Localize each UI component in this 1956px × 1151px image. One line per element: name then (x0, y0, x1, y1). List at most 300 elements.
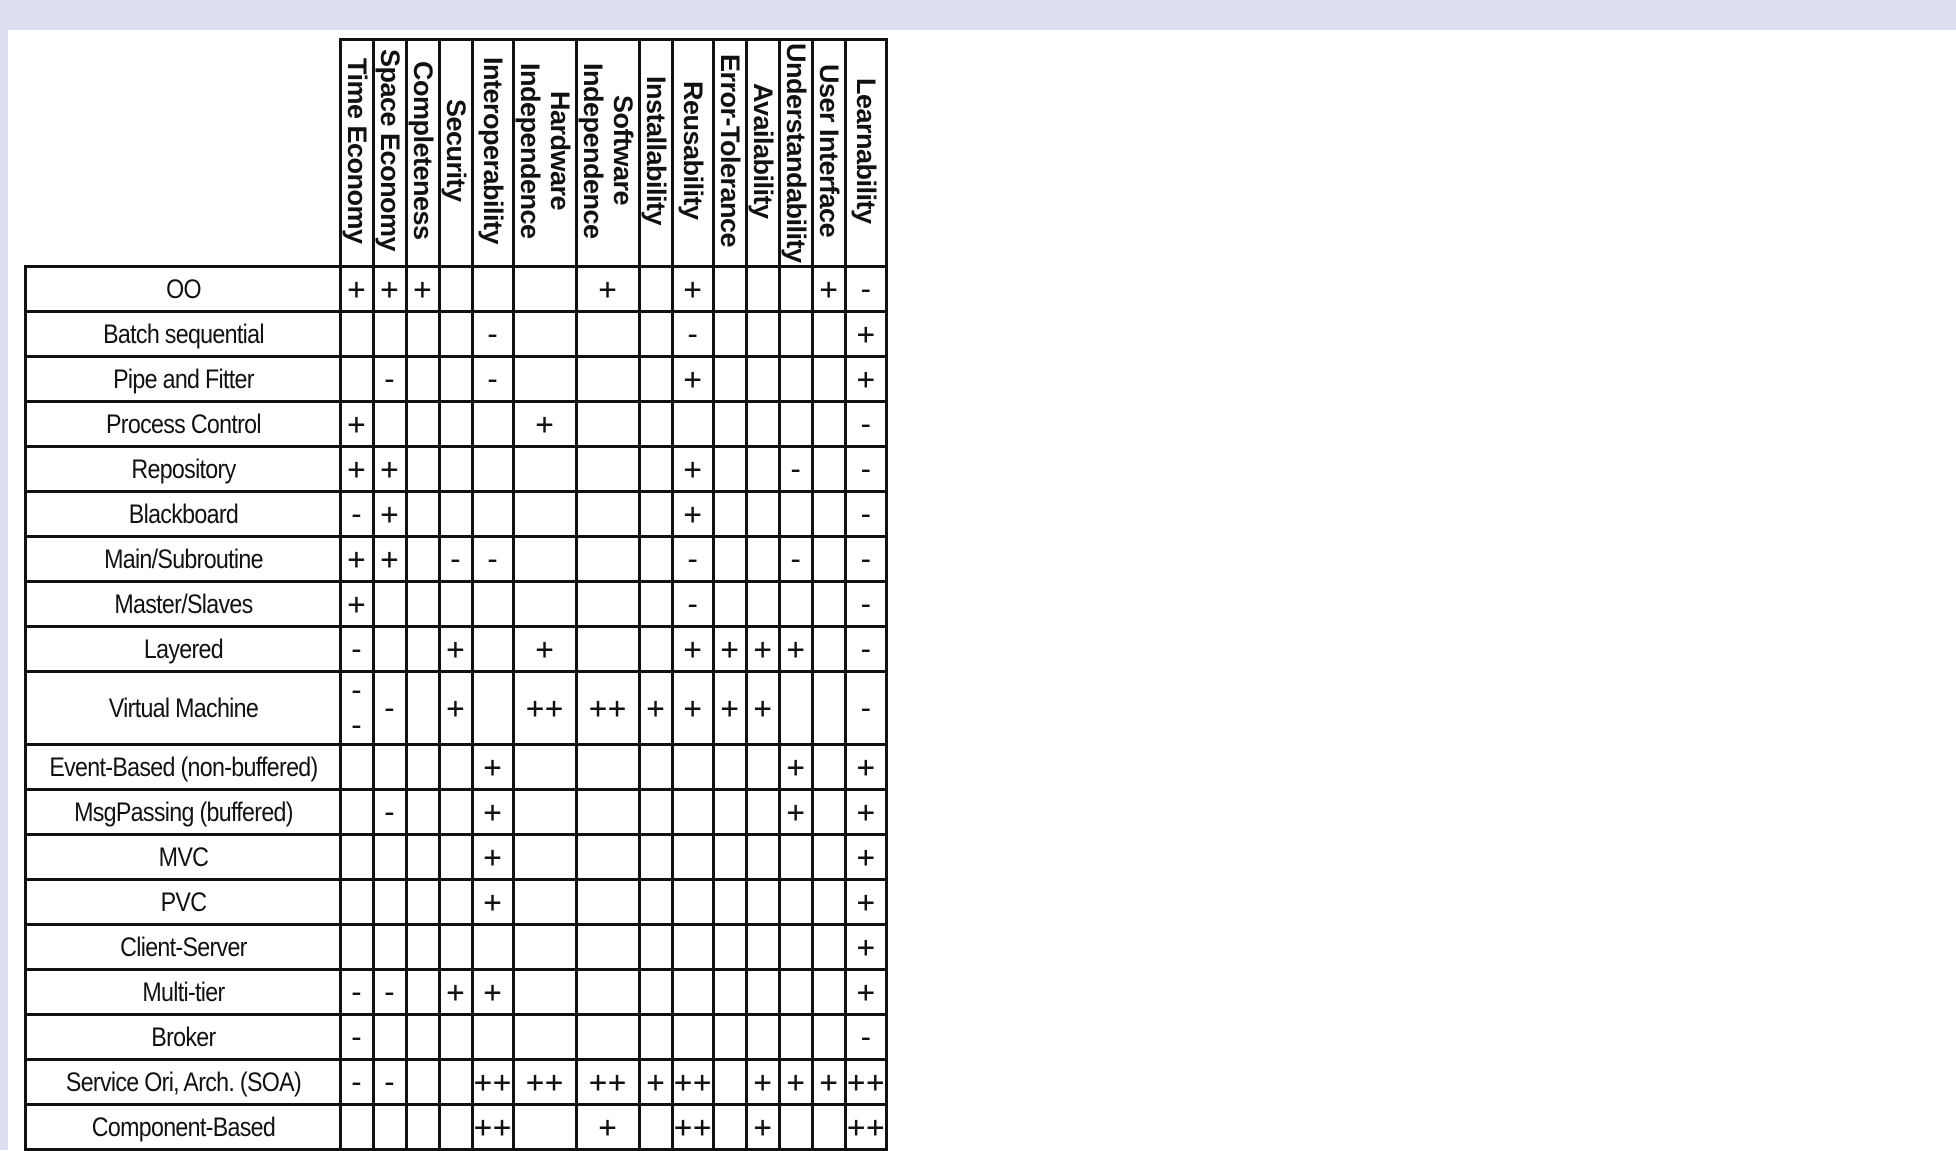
rating-cell (640, 267, 673, 312)
column-header (472, 40, 513, 267)
rating-cell (406, 357, 439, 402)
rating-cell (340, 925, 373, 970)
rating-cell (472, 1015, 513, 1060)
column-header-label: Learnability (851, 77, 882, 224)
table-row (26, 672, 887, 745)
rating-cell (577, 835, 640, 880)
rating-cell: + (846, 880, 887, 925)
rating-cell (406, 402, 439, 447)
rating-cell (472, 492, 513, 537)
rating-cell (780, 925, 813, 970)
rating-cell (714, 582, 747, 627)
rating-cell: - (340, 1060, 373, 1105)
rating-cell: + (673, 672, 714, 745)
rating-cell (747, 790, 780, 835)
rating-cell (439, 880, 472, 925)
rating-cell (472, 582, 513, 627)
rating-cell (714, 925, 747, 970)
table-row (26, 835, 887, 880)
rating-cell: - (373, 1060, 406, 1105)
rating-cell (714, 402, 747, 447)
rating-cell (813, 402, 846, 447)
rating-cell: + (373, 537, 406, 582)
rating-cell (406, 447, 439, 492)
rating-cell (780, 1105, 813, 1150)
rating-cell (406, 537, 439, 582)
rating-cell: ++ (577, 1060, 640, 1105)
rating-cell (439, 402, 472, 447)
rating-cell (673, 835, 714, 880)
table-row (26, 582, 887, 627)
rating-cell: - (340, 492, 373, 537)
column-header-label: Hardware Independence (515, 62, 576, 239)
rating-cell (747, 880, 780, 925)
rating-cell (406, 1060, 439, 1105)
rating-cell (640, 790, 673, 835)
rating-cell (577, 745, 640, 790)
rating-cell (514, 312, 577, 357)
rating-cell (780, 835, 813, 880)
rating-cell (813, 537, 846, 582)
rating-cell: + (747, 627, 780, 672)
column-header-label: Completeness (407, 61, 438, 240)
rating-cell (747, 582, 780, 627)
rating-cell: + (673, 357, 714, 402)
column-header (673, 40, 714, 267)
rating-cell (780, 1015, 813, 1060)
rating-cell (439, 745, 472, 790)
rating-cell (673, 1015, 714, 1060)
table-row (26, 925, 887, 970)
rating-cell (340, 1105, 373, 1150)
rating-cell (747, 492, 780, 537)
table-row (26, 402, 887, 447)
rating-cell (514, 970, 577, 1015)
rating-cell (714, 312, 747, 357)
row-label: MVC (48, 835, 319, 880)
rating-cell (673, 970, 714, 1015)
rating-cell: - (846, 447, 887, 492)
rating-cell (514, 835, 577, 880)
rating-cell (813, 627, 846, 672)
rating-cell (577, 970, 640, 1015)
table-row (26, 1060, 887, 1105)
rating-cell: - (780, 537, 813, 582)
rating-cell (439, 1015, 472, 1060)
rating-cell (813, 970, 846, 1015)
rating-cell: + (846, 925, 887, 970)
column-header (439, 40, 472, 267)
row-label: Client-Server (48, 925, 319, 970)
rating-cell (714, 1060, 747, 1105)
column-header (373, 40, 406, 267)
rating-cell (373, 1015, 406, 1060)
table-corner (26, 40, 341, 267)
rating-cell (747, 357, 780, 402)
column-header-label: Reusability (678, 81, 709, 220)
rating-cell (472, 672, 513, 745)
rating-cell: + (673, 492, 714, 537)
rating-cell (340, 880, 373, 925)
rating-cell: - (472, 312, 513, 357)
rating-cell (472, 627, 513, 672)
rating-cell (472, 447, 513, 492)
column-header-label: Interoperability (477, 56, 508, 245)
rating-cell: ++ (472, 1060, 513, 1105)
rating-cell (340, 745, 373, 790)
rating-cell: + (472, 835, 513, 880)
top-border-strip (0, 0, 1956, 30)
rating-cell: - (373, 672, 406, 745)
rating-cell: - (373, 790, 406, 835)
column-header (714, 40, 747, 267)
architecture-style-table (24, 38, 888, 1151)
rating-cell (813, 582, 846, 627)
rating-cell: + (373, 447, 406, 492)
rating-cell: + (673, 447, 714, 492)
rating-cell: - (673, 537, 714, 582)
rating-cell (340, 357, 373, 402)
rating-cell (747, 537, 780, 582)
rating-cell: - (340, 970, 373, 1015)
column-header-label: Time Economy (341, 57, 372, 244)
rating-cell: + (472, 970, 513, 1015)
rating-cell (714, 1015, 747, 1060)
rating-cell (714, 970, 747, 1015)
row-label: Blackboard (48, 492, 319, 537)
rating-cell: + (846, 970, 887, 1015)
rating-cell (340, 835, 373, 880)
rating-cell (439, 790, 472, 835)
table-row (26, 880, 887, 925)
rating-cell (640, 835, 673, 880)
rating-cell (813, 1015, 846, 1060)
rating-cell (747, 1015, 780, 1060)
table-body (26, 267, 887, 1150)
table-row (26, 267, 887, 312)
rating-cell (747, 312, 780, 357)
rating-cell (673, 790, 714, 835)
row-label: Main/Subroutine (48, 537, 319, 582)
row-label: Layered (48, 627, 319, 672)
rating-cell: ++ (673, 1105, 714, 1150)
rating-cell: + (780, 1060, 813, 1105)
rating-cell: - (373, 970, 406, 1015)
column-header (577, 40, 640, 267)
rating-cell: + (673, 267, 714, 312)
table-row (26, 357, 887, 402)
rating-cell: + (340, 447, 373, 492)
rating-cell: ++ (846, 1105, 887, 1150)
rating-cell (514, 357, 577, 402)
table-row (26, 1105, 887, 1150)
rating-cell: ++ (472, 1105, 513, 1150)
column-header-label: Understandability (781, 43, 812, 263)
rating-cell (577, 582, 640, 627)
rating-cell (577, 492, 640, 537)
row-label: Service Ori, Arch. (SOA) (48, 1060, 319, 1105)
rating-cell (406, 970, 439, 1015)
table-row (26, 970, 887, 1015)
rating-cell (439, 492, 472, 537)
left-border-strip (0, 0, 8, 1150)
table-row (26, 1015, 887, 1060)
rating-cell: - (373, 357, 406, 402)
rating-cell (373, 402, 406, 447)
rating-cell (373, 1105, 406, 1150)
rating-cell (673, 925, 714, 970)
rating-cell: - (340, 627, 373, 672)
rating-cell (813, 357, 846, 402)
rating-cell (714, 790, 747, 835)
rating-cell (406, 925, 439, 970)
rating-cell: + (340, 582, 373, 627)
rating-cell (640, 627, 673, 672)
rating-cell (406, 312, 439, 357)
rating-cell: - (673, 582, 714, 627)
rating-cell (813, 312, 846, 357)
rating-cell: + (340, 267, 373, 312)
rating-cell (714, 492, 747, 537)
rating-cell (373, 835, 406, 880)
rating-cell (439, 267, 472, 312)
rating-cell (780, 312, 813, 357)
rating-cell (747, 835, 780, 880)
row-label: Pipe and Fitter (48, 357, 319, 402)
rating-cell (514, 492, 577, 537)
rating-cell (780, 970, 813, 1015)
rating-cell (472, 925, 513, 970)
rating-cell (439, 925, 472, 970)
rating-cell (577, 312, 640, 357)
rating-cell (577, 790, 640, 835)
rating-cell: + (373, 492, 406, 537)
rating-cell: - (780, 447, 813, 492)
rating-cell: + (846, 835, 887, 880)
rating-cell (813, 880, 846, 925)
rating-cell (514, 925, 577, 970)
row-label: OO (48, 267, 319, 312)
rating-cell (514, 267, 577, 312)
rating-cell (472, 402, 513, 447)
column-header (406, 40, 439, 267)
rating-cell (780, 582, 813, 627)
column-header-label: Security (440, 99, 471, 202)
rating-cell: + (373, 267, 406, 312)
rating-cell (714, 835, 747, 880)
rating-cell: ++ (673, 1060, 714, 1105)
rating-cell: + (577, 1105, 640, 1150)
rating-cell (439, 582, 472, 627)
rating-cell (747, 402, 780, 447)
rating-cell (640, 880, 673, 925)
rating-cell (714, 357, 747, 402)
rating-cell: + (439, 672, 472, 745)
rating-cell (780, 880, 813, 925)
rating-cell (514, 447, 577, 492)
rating-cell (373, 880, 406, 925)
column-header-label: User Interface (814, 63, 845, 238)
rating-cell (640, 970, 673, 1015)
rating-cell (514, 537, 577, 582)
row-label: Repository (48, 447, 319, 492)
rating-cell: + (780, 790, 813, 835)
rating-cell: + (813, 1060, 846, 1105)
rating-cell (640, 537, 673, 582)
rating-cell: - (846, 582, 887, 627)
column-header (747, 40, 780, 267)
rating-cell: - (846, 627, 887, 672)
rating-cell: - (472, 357, 513, 402)
rating-cell: + (846, 745, 887, 790)
rating-cell: + (340, 537, 373, 582)
row-label: Event-Based (non-buffered) (48, 745, 319, 790)
rating-cell (640, 492, 673, 537)
row-label: Component-Based (48, 1105, 319, 1150)
rating-cell (406, 880, 439, 925)
rating-cell (406, 1105, 439, 1150)
rating-cell: + (780, 627, 813, 672)
rating-cell (514, 1105, 577, 1150)
rating-cell (747, 267, 780, 312)
rating-cell: + (846, 790, 887, 835)
rating-cell (439, 835, 472, 880)
rating-cell (340, 790, 373, 835)
rating-cell (813, 1105, 846, 1150)
rating-cell: - (846, 492, 887, 537)
column-header (514, 40, 577, 267)
rating-cell: - (846, 267, 887, 312)
rating-cell: ++ (514, 672, 577, 745)
rating-cell (406, 745, 439, 790)
rating-cell: + (747, 1105, 780, 1150)
column-header (846, 40, 887, 267)
rating-cell: + (406, 267, 439, 312)
rating-cell: + (747, 1060, 780, 1105)
rating-cell: - (846, 402, 887, 447)
rating-cell: + (439, 970, 472, 1015)
rating-cell: + (472, 880, 513, 925)
rating-cell: - (846, 672, 887, 745)
rating-cell (747, 745, 780, 790)
row-label: Broker (48, 1015, 319, 1060)
rating-cell (373, 745, 406, 790)
rating-cell (406, 790, 439, 835)
rating-cell (813, 745, 846, 790)
rating-cell (640, 1105, 673, 1150)
rating-cell (747, 970, 780, 1015)
rating-cell (472, 267, 513, 312)
rating-cell (514, 582, 577, 627)
rating-cell (780, 672, 813, 745)
rating-cell (714, 1105, 747, 1150)
rating-cell (714, 880, 747, 925)
rating-cell (514, 1015, 577, 1060)
table-row (26, 492, 887, 537)
rating-cell (813, 447, 846, 492)
rating-cell: -- (340, 672, 373, 745)
rating-cell (406, 627, 439, 672)
rating-cell (813, 492, 846, 537)
rating-cell: + (577, 267, 640, 312)
column-header (780, 40, 813, 267)
rating-cell (714, 267, 747, 312)
rating-cell (747, 925, 780, 970)
rating-cell (640, 447, 673, 492)
rating-cell (577, 357, 640, 402)
rating-cell: ++ (846, 1060, 887, 1105)
rating-cell (373, 582, 406, 627)
rating-cell (577, 925, 640, 970)
rating-cell (439, 1060, 472, 1105)
rating-cell (577, 1015, 640, 1060)
rating-cell (747, 447, 780, 492)
rating-cell: - (846, 1015, 887, 1060)
rating-cell (640, 402, 673, 447)
column-header-row (26, 40, 887, 267)
rating-cell (813, 672, 846, 745)
rating-cell (673, 745, 714, 790)
rating-cell (673, 402, 714, 447)
rating-cell (373, 925, 406, 970)
rating-cell (340, 312, 373, 357)
table-row (26, 627, 887, 672)
rating-cell (514, 745, 577, 790)
row-label: PVC (48, 880, 319, 925)
rating-cell: + (846, 357, 887, 402)
column-header (640, 40, 673, 267)
row-label: MsgPassing (buffered) (48, 790, 319, 835)
table-row (26, 745, 887, 790)
rating-cell: - (673, 312, 714, 357)
rating-cell (439, 312, 472, 357)
rating-cell (640, 312, 673, 357)
rating-cell (780, 357, 813, 402)
rating-cell: - (340, 1015, 373, 1060)
table-row (26, 312, 887, 357)
rating-cell: + (640, 672, 673, 745)
rating-cell (813, 790, 846, 835)
rating-cell (780, 267, 813, 312)
rating-cell: + (472, 790, 513, 835)
rating-cell (780, 402, 813, 447)
rating-cell (373, 312, 406, 357)
rating-cell (640, 357, 673, 402)
column-header (813, 40, 846, 267)
rating-cell: + (472, 745, 513, 790)
rating-cell (640, 745, 673, 790)
rating-cell (577, 447, 640, 492)
rating-cell: + (747, 672, 780, 745)
rating-cell: ++ (514, 1060, 577, 1105)
rating-cell (714, 537, 747, 582)
column-header (340, 40, 373, 267)
rating-cell (640, 1015, 673, 1060)
table-row (26, 537, 887, 582)
row-label: Multi-tier (48, 970, 319, 1015)
table-row (26, 790, 887, 835)
rating-cell (406, 835, 439, 880)
rating-cell (813, 925, 846, 970)
rating-cell (577, 880, 640, 925)
rating-cell (514, 880, 577, 925)
column-header-label: Error-Tolerance (715, 53, 746, 248)
rating-cell: + (714, 672, 747, 745)
rating-cell (406, 1015, 439, 1060)
row-label: Virtual Machine (48, 672, 319, 745)
rating-cell (673, 880, 714, 925)
rating-cell (439, 357, 472, 402)
